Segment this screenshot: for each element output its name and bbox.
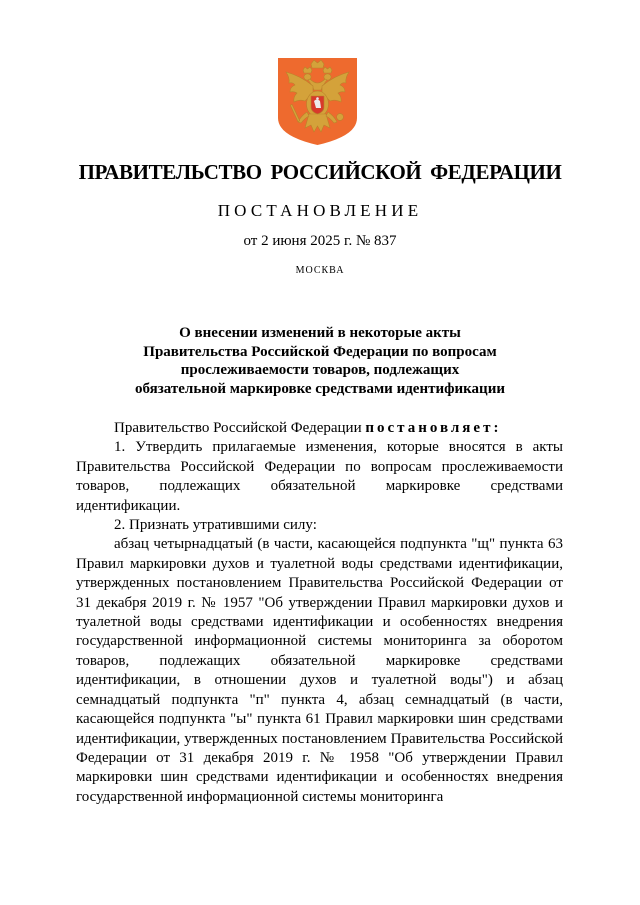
document-type: ПОСТАНОВЛЕНИЕ xyxy=(217,201,423,220)
body-paragraph: абзац четырнадцатый (в части, касающейся подпункта "щ" пункта 63 Правил маркировки духов и туалетной воды средствами идентификации, утвержденных постановлением Правительства Российской Федерации от 31 декабря 2019 г. № 1957 "Об утверждении Правил маркировки духов и туалетной воды средствами идентификации и особенностях внедрения государственной информационной системы мониторинга за оборотом товаров, подлежащих обязательной маркировке средствами идентификации, в отношении духов и туалетной воды") и абзац семнадцатый подпункта "п" пункта 4, абзац семнадцатый (в части, касающейся подпункта "ы" пункта 61 Правил маркировки шин средствами идентификации, утвержденных постановлением Правительства Российской Федерации от 31 декабря 2019 г. № 1958 "Об утверждении Правил маркировки шин средствами идентификации и особенностях внедрения государственной информационной системы мониторинга xyxy=(76,536,563,805)
document-subject xyxy=(90,324,550,398)
decree-word: постановляет: xyxy=(365,420,502,436)
government-title: ПРАВИТЕЛЬСТВО РОССИЙСКОЙ ФЕДЕРАЦИИ xyxy=(78,160,562,184)
subject-line: прослеживаемости товаров, подлежащих xyxy=(180,362,460,378)
body-paragraph: 1. Утвердить прилагаемые изменения, которые вносятся в акты Правительства Российской Федерации по вопросам прослеживаемости товаров, подлежащих обязательной маркировке средствами идентификации. xyxy=(76,439,563,514)
document-date-number: от 2 июня 2025 г. № 837 xyxy=(243,233,397,249)
document-body xyxy=(76,419,563,807)
russian-coat-of-arms-icon xyxy=(276,56,359,146)
intro-paragraph xyxy=(76,419,563,438)
body-paragraph: 2. Признать утратившими силу: xyxy=(114,517,317,534)
intro-prefix: Правительство Российской Федерации xyxy=(114,420,366,436)
subject-line: обязательной маркировке средствами идентификации xyxy=(135,380,505,397)
subject-line: О внесении изменений в некоторые акты xyxy=(179,325,461,341)
issue-city: МОСКВА xyxy=(295,265,345,276)
subject-line: Правительства Российской Федерации по вопросам xyxy=(143,343,497,360)
